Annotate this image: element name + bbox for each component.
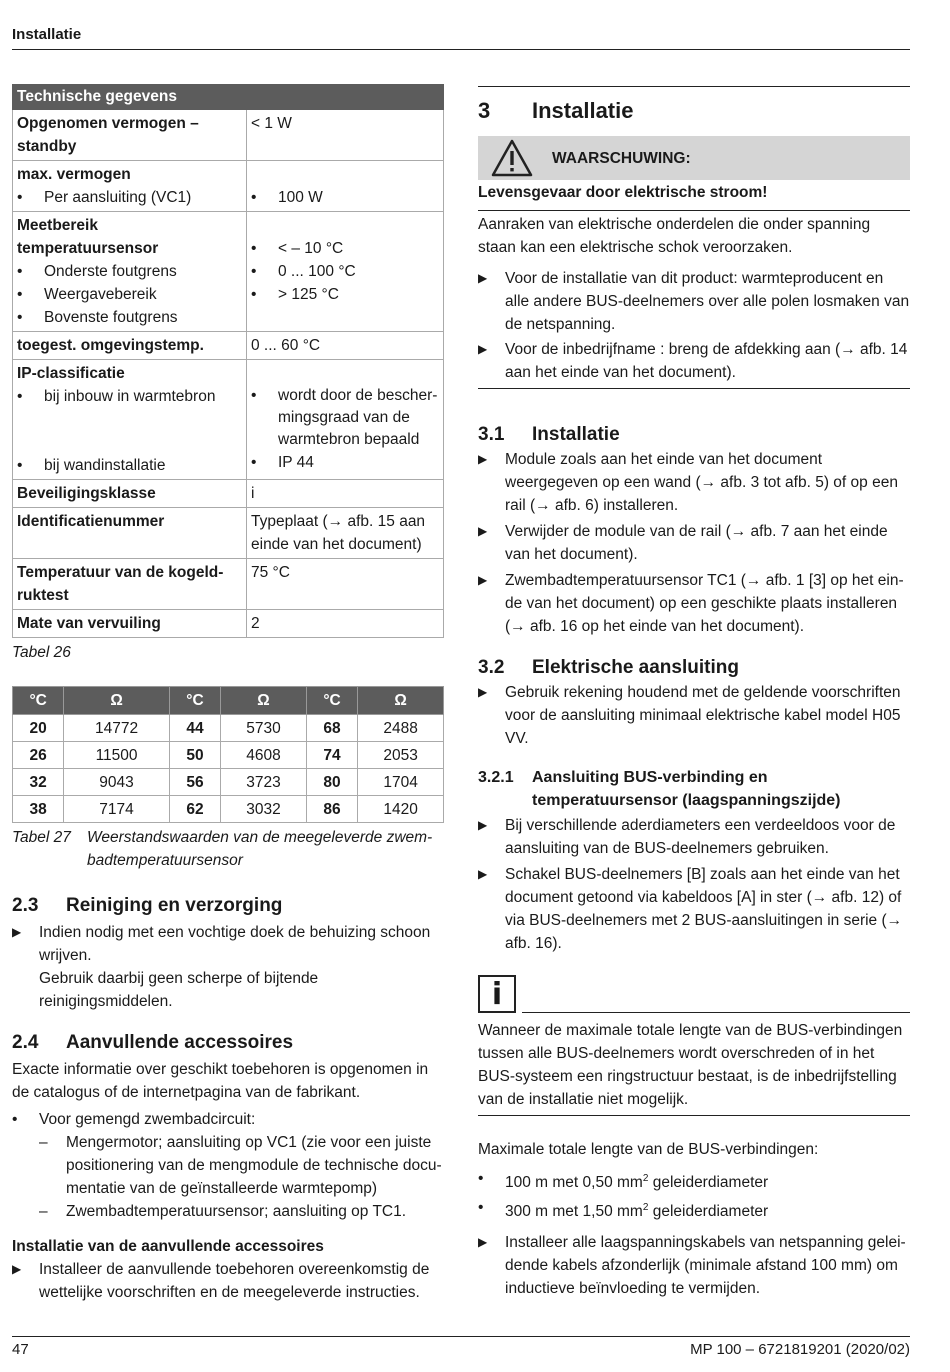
table27-caption-number: Tabel 27 xyxy=(12,829,71,846)
left-column xyxy=(12,84,444,1304)
range-value-display: 0 ... 100 °C xyxy=(278,263,356,280)
warning-end-rule xyxy=(478,388,910,389)
section-title: Installatie xyxy=(532,424,620,445)
info-end-rule xyxy=(478,1115,910,1116)
ip-cell xyxy=(13,360,247,480)
resistance-header-cell: Ω xyxy=(221,687,307,715)
resistance-cell: 3032 xyxy=(221,796,307,823)
max-power-value: 100 W xyxy=(278,189,323,206)
range-item-upper: Bovenste foutgrens xyxy=(44,309,178,326)
bullet: • xyxy=(17,457,23,474)
bullet: • xyxy=(251,454,257,471)
dash: – xyxy=(39,1134,48,1151)
page-header-section: Installatie xyxy=(12,26,82,43)
ip-item-builtin: bij inbouw in warmtebron xyxy=(44,388,216,405)
triangle-right-icon: ▶ xyxy=(478,818,488,832)
section-title: Elektrische aansluiting xyxy=(532,657,739,678)
section-rule xyxy=(478,86,910,87)
table-row xyxy=(13,769,444,796)
bullet: • xyxy=(17,309,23,326)
temperature-cell: 68 xyxy=(306,715,357,742)
resistance-cell: 1420 xyxy=(358,796,444,823)
table-row xyxy=(13,742,444,769)
temperature-cell: 74 xyxy=(306,742,357,769)
resistance-cell: 14772 xyxy=(64,715,170,742)
id-value: Typeplaat (→ afb. 15 aan einde van het document) xyxy=(247,508,444,559)
resistance-header-cell: Ω xyxy=(358,687,444,715)
triangle-right-icon: ▶ xyxy=(478,573,488,587)
ip-value-builtin: wordt door de bescher- mingsgraad van de warmtebron bepaald xyxy=(278,387,438,448)
info-rule xyxy=(522,1012,910,1013)
section-2-4-heading xyxy=(12,1031,444,1054)
max-length-item-1: 100 m met 0,50 $mm^2$ geleiderdiameter xyxy=(505,1173,769,1192)
resistance-cell: 2053 xyxy=(358,742,444,769)
pollution-value: 2 xyxy=(247,610,444,638)
ambient-label: toegest. omgevingstemp. xyxy=(13,332,247,360)
cleaning-text: Indien nodig met een vochtige doek de behuizing schoon wrijven. xyxy=(39,924,431,964)
resistance-header-cell: °C xyxy=(306,687,357,715)
section-title: Aansluiting BUS-verbinding en temperatuursensor (laagspanningszijde) xyxy=(532,769,841,809)
max-length-text: Maximale totale lengte van de BUS-verbindingen: xyxy=(478,1141,819,1158)
max-power-label: max. vermogen xyxy=(17,166,131,183)
triangle-right-icon: ▶ xyxy=(12,1262,22,1276)
triangle-right-icon: ▶ xyxy=(478,1235,488,1250)
dash: – xyxy=(39,1203,48,1220)
ball-test-label: Temperatuur van de kogeld- ruktest xyxy=(13,559,247,610)
document-id: MP 100 – 6721819201 (2020/02) xyxy=(690,1341,910,1358)
resistance-header-cell: °C xyxy=(169,687,220,715)
section-3-2-heading xyxy=(478,656,910,679)
header-rule xyxy=(12,49,910,50)
section-title: Aanvullende accessoires xyxy=(66,1032,294,1053)
bullet: • xyxy=(12,1111,18,1128)
section-title: Installatie xyxy=(532,98,634,123)
bullet: • xyxy=(17,189,23,206)
table-row xyxy=(13,715,444,742)
tech-table-heading: Technische gegevens xyxy=(13,85,247,110)
info-text: Wanneer de maximale totale lengte van de BUS-verbindingen tussen alle BUS-deelnemers wordt overschreden of in het BUS-systeem een ringstructuur bestaat, is de inbedrijfstelling van de installatie niet mogelijk. xyxy=(478,1022,903,1108)
section-number: 2.4 xyxy=(12,1032,39,1053)
ip-value-cell xyxy=(247,360,444,480)
warning-box xyxy=(478,136,910,180)
footer-rule xyxy=(12,1336,910,1337)
triangle-right-icon: ▶ xyxy=(478,867,488,881)
resistance-header-cell: Ω xyxy=(64,687,170,715)
warning-rule xyxy=(478,210,910,211)
install-action-3: Zwembadtemperatuursensor TC1 (→ afb. 1 [3] op het ein- de van het document) op een geschikte plaats installeren (→ afb. 16 op het einde van het document). xyxy=(505,572,904,635)
electric-action-1: Gebruik rekening houdend met de geldende voorschriften voor de aansluiting minimaal elektrische kabel model H05 VV. xyxy=(505,684,901,747)
range-item-display: Weergavebereik xyxy=(44,286,157,303)
accessories-install-subheading: Installatie van de aanvullende accessoires xyxy=(12,1238,324,1255)
resistance-cell: 2488 xyxy=(358,715,444,742)
triangle-right-icon: ▶ xyxy=(478,342,488,356)
bus-action-3: Installeer alle laagspanningskabels van netspanning gelei- dende kabels afzonderlijk (minimale afstand 100 mm) om inductieve beïnvloeding te vermijden. xyxy=(505,1234,906,1298)
ball-test-value: 75 °C xyxy=(247,559,444,610)
bus-action-1: Bij verschillende aderdiameters een verdeeldoos voor de aansluiting van de BUS-deelnemers gebruiken. xyxy=(505,817,896,857)
tech-table-heading-empty xyxy=(247,85,444,110)
temperature-cell: 86 xyxy=(306,796,357,823)
id-label: Identificatienummer xyxy=(13,508,247,559)
triangle-right-icon: ▶ xyxy=(478,685,488,699)
temperature-cell: 56 xyxy=(169,769,220,796)
info-icon: i xyxy=(478,975,516,1013)
section-title: Reiniging en verzorging xyxy=(66,895,283,916)
section-3-heading xyxy=(478,99,910,122)
bus-action-2: Schakel BUS-deelnemers [B] zoals aan het einde van het document getoond via kabeldoos [A] in ster (→ afb. 12) of via BUS-deelnemers met 2 BUS-aansluitingen in serie (→ afb. 16). xyxy=(505,866,903,952)
ip-value-wall: IP 44 xyxy=(278,454,314,471)
max-power-cell xyxy=(13,161,247,212)
section-number: 3.2 xyxy=(478,657,505,678)
warning-label: WAARSCHUWING: xyxy=(552,149,691,167)
section-3-1-heading xyxy=(478,423,910,446)
page-number: 47 xyxy=(12,1341,29,1358)
accessories-bullet: Voor gemengd zwembadcircuit: xyxy=(39,1111,256,1128)
power-value: < 1 W xyxy=(247,110,444,161)
pollution-label: Mate van vervuiling xyxy=(13,610,247,638)
triangle-right-icon: ▶ xyxy=(12,925,22,939)
temperature-cell: 26 xyxy=(13,742,64,769)
warning-text: Aanraken van elektrische onderdelen die onder spanning staan kan een elektrische schok veroorzaken. xyxy=(478,216,871,256)
warning-action-2: Voor de inbedrijfname : breng de afdekking aan (→ afb. 14 aan het einde van het document). xyxy=(505,341,908,381)
resistance-table xyxy=(12,686,444,823)
bullet: • xyxy=(478,1199,484,1217)
info-box-header xyxy=(478,975,910,1013)
max-length-item-2: 300 m met 1,50 $mm^2$ geleiderdiameter xyxy=(505,1202,769,1221)
triangle-right-icon: ▶ xyxy=(478,452,488,466)
cleaning-text-2: Gebruik daarbij geen scherpe of bijtende reinigingsmiddelen. xyxy=(39,970,319,1010)
range-value-cell xyxy=(247,212,444,332)
max-power-value-cell xyxy=(247,161,444,212)
resistance-cell: 7174 xyxy=(64,796,170,823)
technical-data-table xyxy=(12,84,444,638)
bullet: • xyxy=(251,263,257,280)
section-number: 3.2.1 xyxy=(478,769,514,786)
section-2-3-heading xyxy=(12,894,444,917)
resistance-cell: 1704 xyxy=(358,769,444,796)
resistance-cell: 3723 xyxy=(221,769,307,796)
accessories-intro: Exacte informatie over geschikt toebehoren is opgenomen in de catalogus of de internetpagina van de fabrikant. xyxy=(12,1061,429,1101)
temperature-cell: 20 xyxy=(13,715,64,742)
bullet: • xyxy=(17,388,23,405)
warning-triangle-icon xyxy=(490,138,534,178)
bullet: • xyxy=(251,286,257,303)
section-number: 3 xyxy=(478,98,491,123)
bullet: • xyxy=(251,189,257,206)
max-power-item: Per aansluiting (VC1) xyxy=(44,189,192,206)
temperature-cell: 32 xyxy=(13,769,64,796)
class-label: Beveiligingsklasse xyxy=(13,480,247,508)
table-row xyxy=(13,796,444,823)
table27-caption xyxy=(12,826,444,872)
range-cell xyxy=(13,212,247,332)
warning-action-1: Voor de installatie van dit product: warmteproducent en alle andere BUS-deelnemers over alle polen losmaken van de netspanning. xyxy=(505,270,910,333)
resistance-cell: 4608 xyxy=(221,742,307,769)
ambient-value: 0 ... 60 °C xyxy=(247,332,444,360)
range-value-lower: < – 10 °C xyxy=(278,240,344,257)
bullet: • xyxy=(478,1170,484,1187)
resistance-cell: 5730 xyxy=(221,715,307,742)
right-column xyxy=(478,86,910,1300)
ip-label: IP-classificatie xyxy=(17,365,125,382)
triangle-right-icon: ▶ xyxy=(478,524,488,538)
temperature-cell: 44 xyxy=(169,715,220,742)
temperature-cell: 50 xyxy=(169,742,220,769)
install-action-1: Module zoals aan het einde van het document weergegeven op een wand (→ afb. 3 tot afb. 5) of op een rail (→ afb. 6) installeren. xyxy=(505,451,898,514)
table26-caption: Tabel 26 xyxy=(12,644,71,661)
bullet: • xyxy=(251,387,257,404)
temperature-cell: 38 xyxy=(13,796,64,823)
section-number: 2.3 xyxy=(12,895,39,916)
bullet: • xyxy=(17,286,23,303)
table27-caption-text: Weerstandswaarden van de meegeleverde zwem- badtemperatuursensor xyxy=(87,829,433,869)
accessories-install-action: Installeer de aanvullende toebehoren overeenkomstig de wettelijke voorschriften en de meegeleverde instructies. xyxy=(39,1261,430,1301)
bullet: • xyxy=(17,263,23,280)
range-value-upper: > 125 °C xyxy=(278,286,339,303)
temperature-cell: 80 xyxy=(306,769,357,796)
resistance-cell: 9043 xyxy=(64,769,170,796)
power-label: Opgenomen vermogen – standby xyxy=(13,110,247,161)
temperature-cell: 62 xyxy=(169,796,220,823)
warning-headline: Levensgevaar door elektrische stroom! xyxy=(478,184,768,201)
range-item-lower: Onderste foutgrens xyxy=(44,263,177,280)
accessories-dash-1: Mengermotor; aansluiting op VC1 (zie voor een juiste positionering van de mengmodule de technische docu- mentatie van de geïnstalleerde warmtepomp) xyxy=(66,1134,442,1197)
range-label: Meetbereik temperatuursensor xyxy=(17,217,159,257)
triangle-right-icon: ▶ xyxy=(478,271,488,285)
section-3-2-1-heading xyxy=(478,766,910,812)
class-value: i xyxy=(247,480,444,508)
install-action-2: Verwijder de module van de rail (→ afb. 7 aan het einde van het document). xyxy=(505,523,888,563)
bullet: • xyxy=(251,240,257,257)
ip-item-wall: bij wandinstallatie xyxy=(44,457,166,474)
resistance-header-cell: °C xyxy=(13,687,64,715)
section-number: 3.1 xyxy=(478,424,505,445)
accessories-dash-2: Zwembadtemperatuursensor; aansluiting op TC1. xyxy=(66,1203,407,1220)
resistance-cell: 11500 xyxy=(64,742,170,769)
